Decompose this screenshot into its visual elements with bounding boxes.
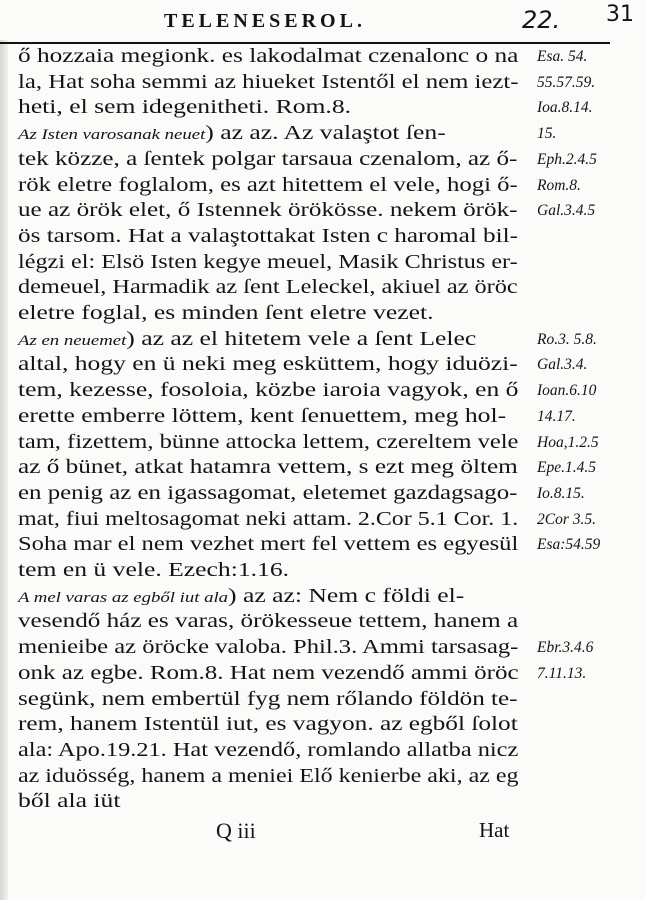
text-line xyxy=(18,250,518,275)
text-segment: ) az az el hitetem vele a ſent Lelec xyxy=(126,327,477,350)
text-line xyxy=(18,789,120,814)
text-line xyxy=(18,712,518,737)
text-segment: tek közze, a ſentek polgar tarsaua czenalom, az ő- xyxy=(18,147,518,170)
italic-heading-phrase: Az Isten varosanak neuet xyxy=(18,127,206,144)
text-segment: Soha mar el nem vezhet mert fel vettem es egyesül xyxy=(18,533,519,556)
corner-folio-number: 31 xyxy=(606,2,634,27)
scripture-reference: Ioa.8.14. xyxy=(537,99,593,117)
text-segment: az iduösség, hanem a meniei Elő kenierbe aki, az eg xyxy=(18,764,519,787)
text-segment: la, Hat soha semmi az hiueket Istentől el nem iezt- xyxy=(18,70,519,93)
text-line xyxy=(18,430,518,455)
text-segment: eletre foglal, es minden ſent eletre vezet. xyxy=(18,302,434,324)
text-line xyxy=(18,147,517,172)
scripture-reference: Esa. 54. xyxy=(537,48,588,65)
text-line xyxy=(18,301,434,326)
text-line xyxy=(18,70,519,95)
text-segment: en penig az en igassagomat, eletemet gazdagsago- xyxy=(18,481,518,504)
text-segment: menieibe az öröcke valoba. Phil.3. Ammi tarsasag- xyxy=(18,636,519,659)
scripture-reference: Ebr.3.4.6 xyxy=(537,639,594,657)
scripture-reference: Ro.3. 5.8. xyxy=(537,330,597,348)
text-line xyxy=(18,275,518,300)
text-segment: segünk, nem embertül fyg nem rőlando földön te- xyxy=(18,687,518,710)
text-line xyxy=(18,558,289,583)
text-line xyxy=(18,352,518,377)
text-line xyxy=(18,455,518,480)
text-segment: rem, hanem Istentül iut, es vagyon. az egből ſolot xyxy=(18,713,518,736)
scripture-reference: Io.8.15. xyxy=(537,484,585,502)
scripture-reference: Hoa,1.2.5 xyxy=(537,433,599,451)
scripture-reference: Gal.3.4. xyxy=(537,356,588,374)
text-line xyxy=(18,584,464,609)
text-segment: ue az örök elet, ő Istennek örökösse. nekem örök- xyxy=(18,199,518,222)
scripture-reference: Rom.8. xyxy=(537,176,581,194)
text-line xyxy=(18,609,518,634)
text-segment: altal, hogy en ü neki meg esküttem, hogy iduözi- xyxy=(18,353,518,376)
text-line xyxy=(18,661,519,686)
text-segment: tam, fizettem, bünne attocka lettem, czereltem vele xyxy=(18,430,519,453)
text-line xyxy=(18,95,351,120)
text-line xyxy=(18,327,476,352)
scripture-reference: Eph.2.4.5 xyxy=(537,150,597,168)
text-line xyxy=(18,173,518,198)
text-segment: az ő bünet, atkat hatamra vettem, s ezt meg öltem xyxy=(18,456,518,479)
running-title: TELENESEROL. xyxy=(164,10,366,32)
text-line xyxy=(18,224,518,249)
text-line xyxy=(18,738,518,763)
text-segment: légzi el: Elsö Isten kegye meuel, Masik Christus er- xyxy=(18,250,518,273)
text-line xyxy=(18,378,518,403)
text-segment: vesendő ház es varas, örökesseue tettem, hanem a xyxy=(18,610,519,633)
text-line xyxy=(18,635,518,660)
text-segment: rök eletre foglalom, es azt hitettem el vele, hogi ő- xyxy=(18,173,518,196)
text-line xyxy=(18,198,518,223)
scripture-reference: Gal.3.4.5 xyxy=(537,202,596,220)
text-line xyxy=(18,404,506,429)
page-footer xyxy=(0,818,645,848)
scripture-reference: Ioan.6.10 xyxy=(537,382,597,400)
text-segment: ) az az: Nem c földi el- xyxy=(228,584,465,607)
text-segment: onk az egbe. Rom.8. Hat nem vezendő ammi öröc xyxy=(18,661,519,684)
text-segment: ) az az. Az valaştot ſen- xyxy=(205,122,446,145)
scripture-reference: 15. xyxy=(537,125,557,143)
text-segment: ala: Apo.19.21. Hat vezendő, romlando allatba nicz xyxy=(18,738,519,761)
scripture-reference: Epe.1.4.5 xyxy=(537,459,596,477)
text-line xyxy=(18,121,446,146)
scripture-reference: 14.17. xyxy=(537,407,576,425)
text-segment: ből ala iüt xyxy=(18,790,121,813)
text-segment: erette emberre löttem, kent ſenuettem, meg hol- xyxy=(18,404,507,427)
catchword: Hat xyxy=(479,818,510,842)
text-segment: ő hozzaia megionk. es lakodalmat czenalonc o na xyxy=(18,45,519,67)
handwritten-folio-number: 22. xyxy=(522,6,561,34)
italic-heading-phrase: A mel varas az egből iut ala xyxy=(18,589,229,606)
text-line xyxy=(18,687,518,712)
text-segment: ös tarsom. Hat a valaştottakat Isten c haromal bil- xyxy=(18,224,519,247)
text-line xyxy=(18,44,518,69)
scripture-reference: 7.11.13. xyxy=(537,664,587,682)
text-segment: heti, el sem idegenitheti. Rom.8. xyxy=(18,96,352,119)
text-segment: tem, kezesse, fosoloia, közbe iaroia vagyok, en ő xyxy=(18,379,519,402)
text-line xyxy=(18,764,519,789)
text-line xyxy=(18,481,517,506)
text-segment: mat, fiui meltosagomat neki attam. 2.Cor 5.1 Cor. 1. xyxy=(18,507,519,530)
text-line xyxy=(18,507,518,532)
scripture-reference: 55.57.59. xyxy=(537,73,596,91)
text-line xyxy=(18,532,518,557)
scripture-reference: Esa:54.59 xyxy=(537,536,601,554)
signature-mark: Q iii xyxy=(216,818,256,843)
scripture-reference: 2Cor 3.5. xyxy=(537,510,596,528)
text-segment: tem en ü vele. Ezech:1.16. xyxy=(18,559,290,581)
text-segment: demeuel, Harmadik az ſent Leleckel, akiuel az öröc xyxy=(18,276,518,299)
italic-heading-phrase: Az en neuemet xyxy=(18,332,127,349)
